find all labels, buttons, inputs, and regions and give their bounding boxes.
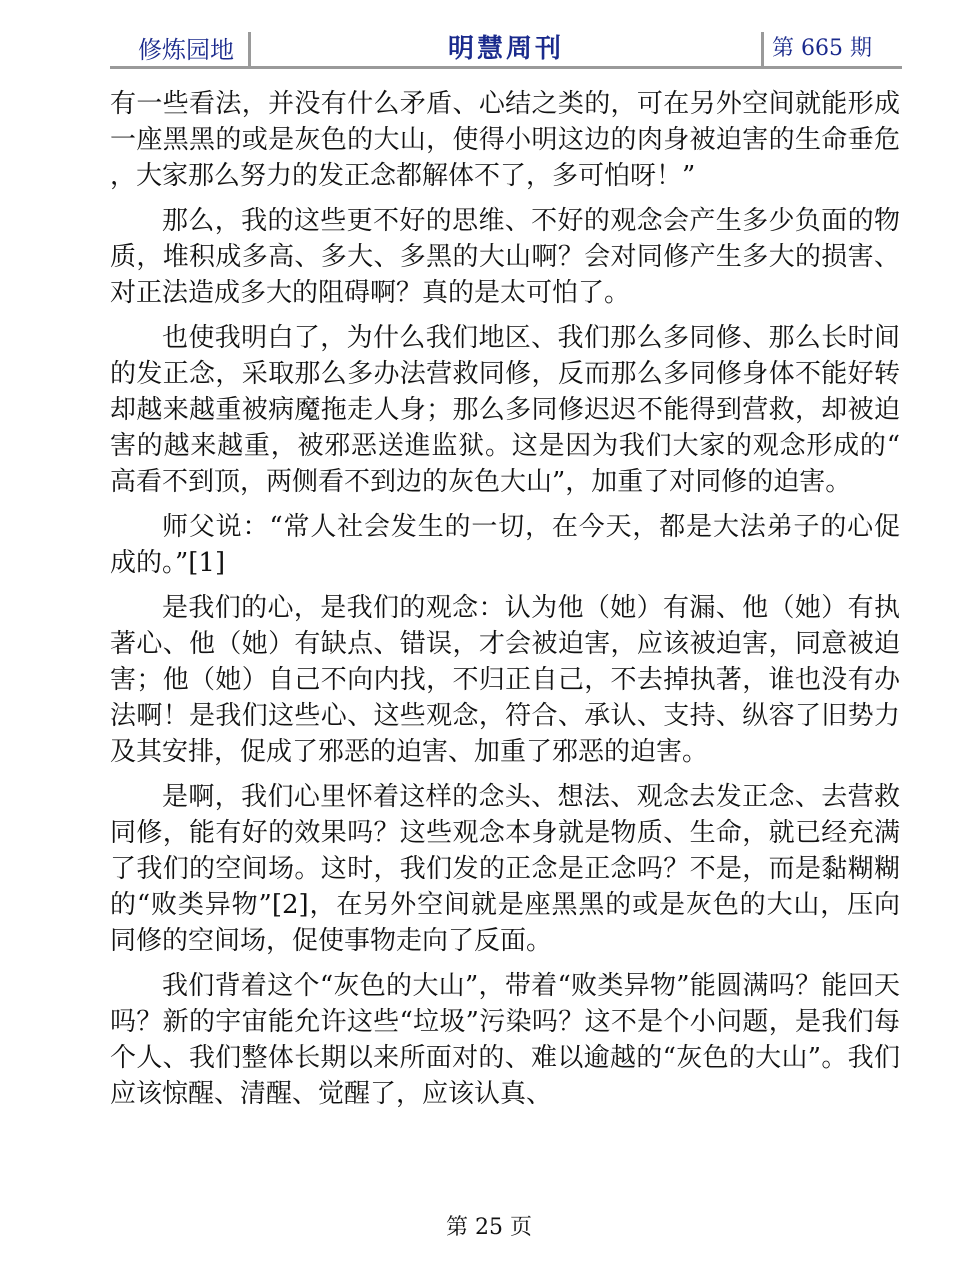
- issue-number: 第 665 期: [772, 36, 872, 61]
- publication-title: 明慧周刊: [447, 34, 564, 64]
- article-body: [110, 86, 900, 1121]
- header-rule: [110, 66, 902, 69]
- paragraph: 有一些看法，并没有什么矛盾、心结之类的，可在另外空间就能形成一座黑黑的或是灰色的大山，使得小明这边的肉身被迫害的生命垂危，大家那么努力的发正念都解体不了，多可怕呀！”: [110, 89, 900, 191]
- paragraph: 我们背着这个“灰色的大山”，带着“败类异物”能圆满吗？能回天吗？新的宇宙能允许这些“垃圾”污染吗？这不是个小问题，是我们每个人、我们整体长期以来所面对的、难以逾越的“灰色的大山”。我们应该惊醒、清醒、觉醒了，应该认真、: [110, 971, 900, 1109]
- page-header: [110, 28, 902, 66]
- page-number: 第 25 页: [446, 1215, 532, 1240]
- paragraph: 师父说：“常人社会发生的一切，在今天，都是大法弟子的心促成的。”[1]: [110, 512, 900, 578]
- paragraph: 是我们的心，是我们的观念：认为他（她）有漏、他（她）有执著心、他（她）有缺点、错误，才会被迫害，应该被迫害，同意被迫害；他（她）自己不向内找，不归正自己，不去掉执著，谁也没有办法啊！是我们这些心、这些观念，符合、承认、支持、纵容了旧势力及其安排，促成了邪恶的迫害、加重了邪恶的迫害。: [110, 593, 900, 767]
- header-divider-right: [761, 32, 764, 66]
- paragraph: 那么，我的这些更不好的思维、不好的观念会产生多少负面的物质，堆积成多高、多大、多黑的大山啊？会对同修产生多大的损害、对正法造成多大的阻碍啊？真的是太可怕了。: [110, 206, 900, 308]
- paragraph: 也使我明白了，为什么我们地区、我们那么多同修、那么长时间的发正念，采取那么多办法营救同修，反而那么多同修身体不能好转却越来越重被病魔拖走人身；那么多同修迟迟不能得到营救，却被迫害的越来越重，被邪恶送進监狱。这是因为我们大家的观念形成的“高看不到顶，两侧看不到边的灰色大山”，加重了对同修的迫害。: [110, 323, 900, 497]
- section-title: 修炼园地: [138, 36, 234, 64]
- paragraph: 是啊，我们心里怀着这样的念头、想法、观念去发正念、去营救同修，能有好的效果吗？这些观念本身就是物质、生命，就已经充满了我们的空间场。这时，我们发的正念是正念吗？不是，而是黏糊糊的“败类异物”[2]，在另外空间就是座黑黑的或是灰色的大山，压向同修的空间场，促使事物走向了反面。: [110, 782, 900, 956]
